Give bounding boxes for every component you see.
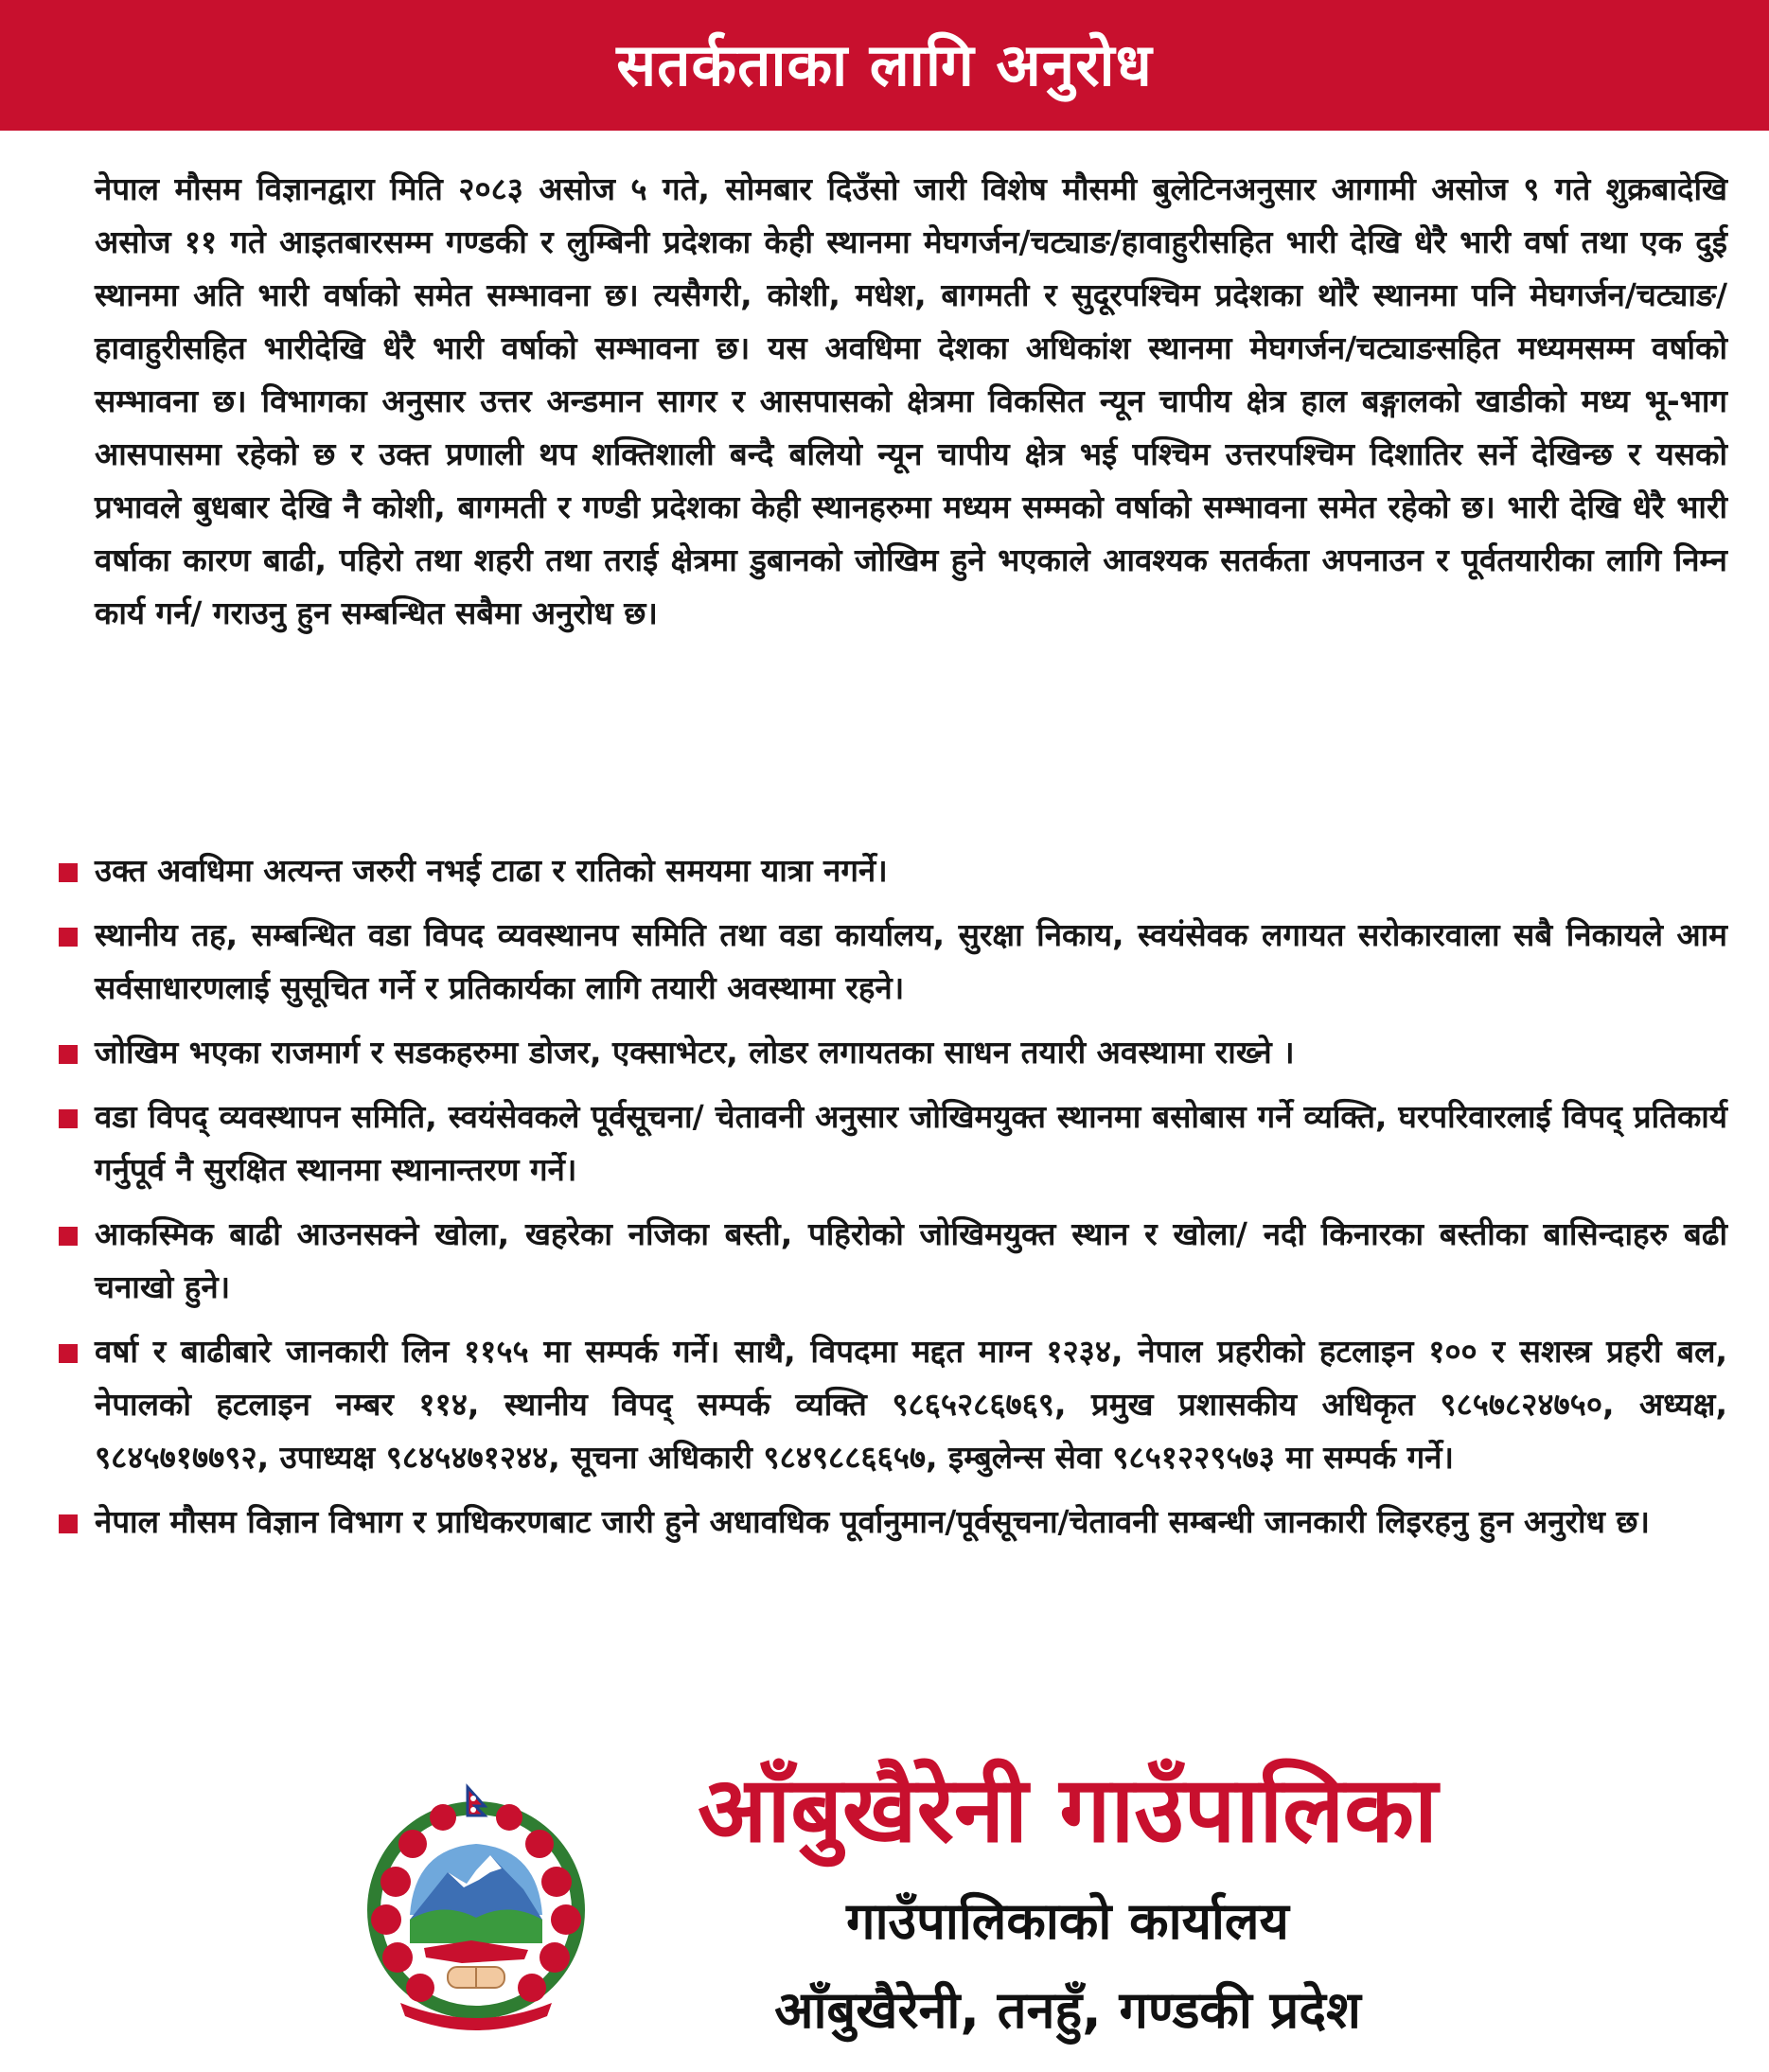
bullet-square-icon — [59, 1109, 78, 1128]
list-item-text: स्थानीय तह, सम्बन्धित वडा विपद व्यवस्थानप समिति तथा वडा कार्यालय, सुरक्षा निकाय, स्वयंसेवक लगायत सरोकारवाला सबै निकायले आम सर्वसाधारणलाई सुसूचित गर्ने र प्रतिकार्यका लागि तयारी अवस्थामा रहने। — [95, 916, 1727, 1006]
instruction-list — [59, 844, 1727, 1560]
organization-name: आँबुखैरेनी गाउँपालिका — [698, 1757, 1438, 1863]
intro-paragraph: नेपाल मौसम विज्ञानद्वारा मिति २०८३ असोज ५ गते, सोमबार दिउँसो जारी विशेष मौसमी बुलेटिनअनुसार आगामी असोज ९ गते शुक्रबादेखि असोज ११ गते आइतबारसम्म गण्डकी र लुम्बिनी प्रदेशका केही स्थानमा मेघगर्जन/चट्याङ/हावाहुरीसहित भारी देखि धेरै भारी वर्षा तथा एक दुई स्थानमा अति भारी वर्षाको समेत सम्भावना छ। त्यसैगरी, कोशी, मधेश, बागमती र सुदूरपश्चिम प्रदेशका थोरै स्थानमा पनि मेघगर्जन/चट्याङ/हावाहुरीसहित भारीदेखि धेरै भारी वर्षाको सम्भावना छ। यस अवधिमा देशका अधिकांश स्थानमा मेघगर्जन/चट्याङसहित मध्यमसम्म वर्षाको सम्भावना छ। विभागका अनुसार उत्तर अन्डमान सागर र आसपासको क्षेत्रमा विकसित न्यून चापीय क्षेत्र हाल बङ्गालको खाडीको मध्य भू-भाग आसपासमा रहेको छ र उक्त प्रणाली थप शक्तिशाली बन्दै बलियो न्यून चापीय क्षेत्र भई पश्चिम उत्तरपश्चिम दिशातिर सर्ने देखिन्छ र यसको प्रभावले बुधबार देखि नै कोशी, बागमती र गण्डी प्रदेशका केही स्थानहरुमा मध्यम सम्मको वर्षाको सम्भावना समेत रहेको छ। भारी देखि धेरै भारी वर्षाका कारण बाढी, पहिरो तथा शहरी तथा तराई क्षेत्रमा डुबानको जोखिम हुने भएकाले आवश्यक सतर्कता अपनाउन र पूर्वतयारीका लागि निम्न कार्य गर्न/ गराउनु हुन सम्बन्धित सबैमा अनुरोध छ। — [95, 170, 1727, 631]
bullet-square-icon — [59, 1227, 78, 1246]
bullet-square-icon — [59, 928, 78, 947]
list-item-text: नेपाल मौसम विज्ञान विभाग र प्राधिकरणबाट जारी हुने अधावधिक पूर्वानुमान/पूर्वसूचना/चेतावनी सम्बन्धी जानकारी लिइरहनु हुन अनुरोध छ। — [95, 1503, 1650, 1540]
list-item-text: वडा विपद् व्यवस्थापन समिति, स्वयंसेवकले पूर्वसूचना/ चेतावनी अनुसार जोखिमयुक्त स्थानमा बसोबास गर्ने व्यक्ति, घरपरिवारलाई विपद् प्रतिकार्य गर्नुपूर्व नै सुरक्षित स्थानमा स्थानान्तरण गर्ने। — [95, 1098, 1727, 1188]
office-name: गाउँपालिकाको कार्यालय — [846, 1891, 1289, 1951]
office-address: आँबुखैरेनी, तनहुँ, गण्डकी प्रदेश — [774, 1980, 1361, 2040]
list-item — [59, 1026, 1727, 1079]
footer — [0, 1742, 1769, 2072]
list-item — [59, 1496, 1727, 1549]
nepal-government-emblem-icon — [358, 1778, 594, 2033]
list-item-text: उक्त अवधिमा अत्यन्त जरुरी नभई टाढा र रातिको समयमा यात्रा नगर्ने। — [95, 852, 888, 889]
header-banner — [0, 0, 1769, 131]
bullet-square-icon — [59, 863, 78, 882]
list-item — [59, 909, 1727, 1015]
bullet-square-icon — [59, 1514, 78, 1533]
list-item — [59, 844, 1727, 897]
list-item — [59, 1208, 1727, 1314]
nepal-flag-icon — [468, 1787, 485, 1815]
list-item-text: जोखिम भएका राजमार्ग र सडकहरुमा डोजर, एक्साभेटर, लोडर लगायतका साधन तयारी अवस्थामा राख्ने । — [95, 1034, 1295, 1071]
handshake-icon — [448, 1967, 504, 1988]
list-item-text: आकस्मिक बाढी आउनसक्ने खोला, खहरेका नजिका बस्ती, पहिरोको जोखिमयुक्त स्थान र खोला/ नदी किनारका बस्तीका बासिन्दाहरु बढी चनाखो हुने। — [95, 1215, 1727, 1305]
list-item-text: वर्षा र बाढीबारे जानकारी लिन ११५५ मा सम्पर्क गर्ने। साथै, विपदमा मद्दत माग्न १२३४, नेपाल प्रहरीको हटलाइन १०० र सशस्त्र प्रहरी बल, नेपालको हटलाइन नम्बर ११४, स्थानीय विपद् सम्पर्क व्यक्ति ९८६५२८६७६९, प्रमुख प्रशासकीय अधिकृत ९८५७८२४७५०, अध्यक्ष, ९८४५७१७७९२, उपाध्यक्ष ९८४५४७१२४४, सूचना अधिकारी ९८४९८८६६५७, इम्बुलेन्स सेवा ९८५१२२९५७३ मा सम्पर्क गर्ने। — [95, 1333, 1727, 1476]
list-item — [59, 1325, 1727, 1484]
list-item — [59, 1090, 1727, 1196]
bullet-square-icon — [59, 1344, 78, 1363]
bullet-square-icon — [59, 1045, 78, 1064]
page-title: सतर्कताका लागि अनुरोध — [616, 30, 1153, 99]
